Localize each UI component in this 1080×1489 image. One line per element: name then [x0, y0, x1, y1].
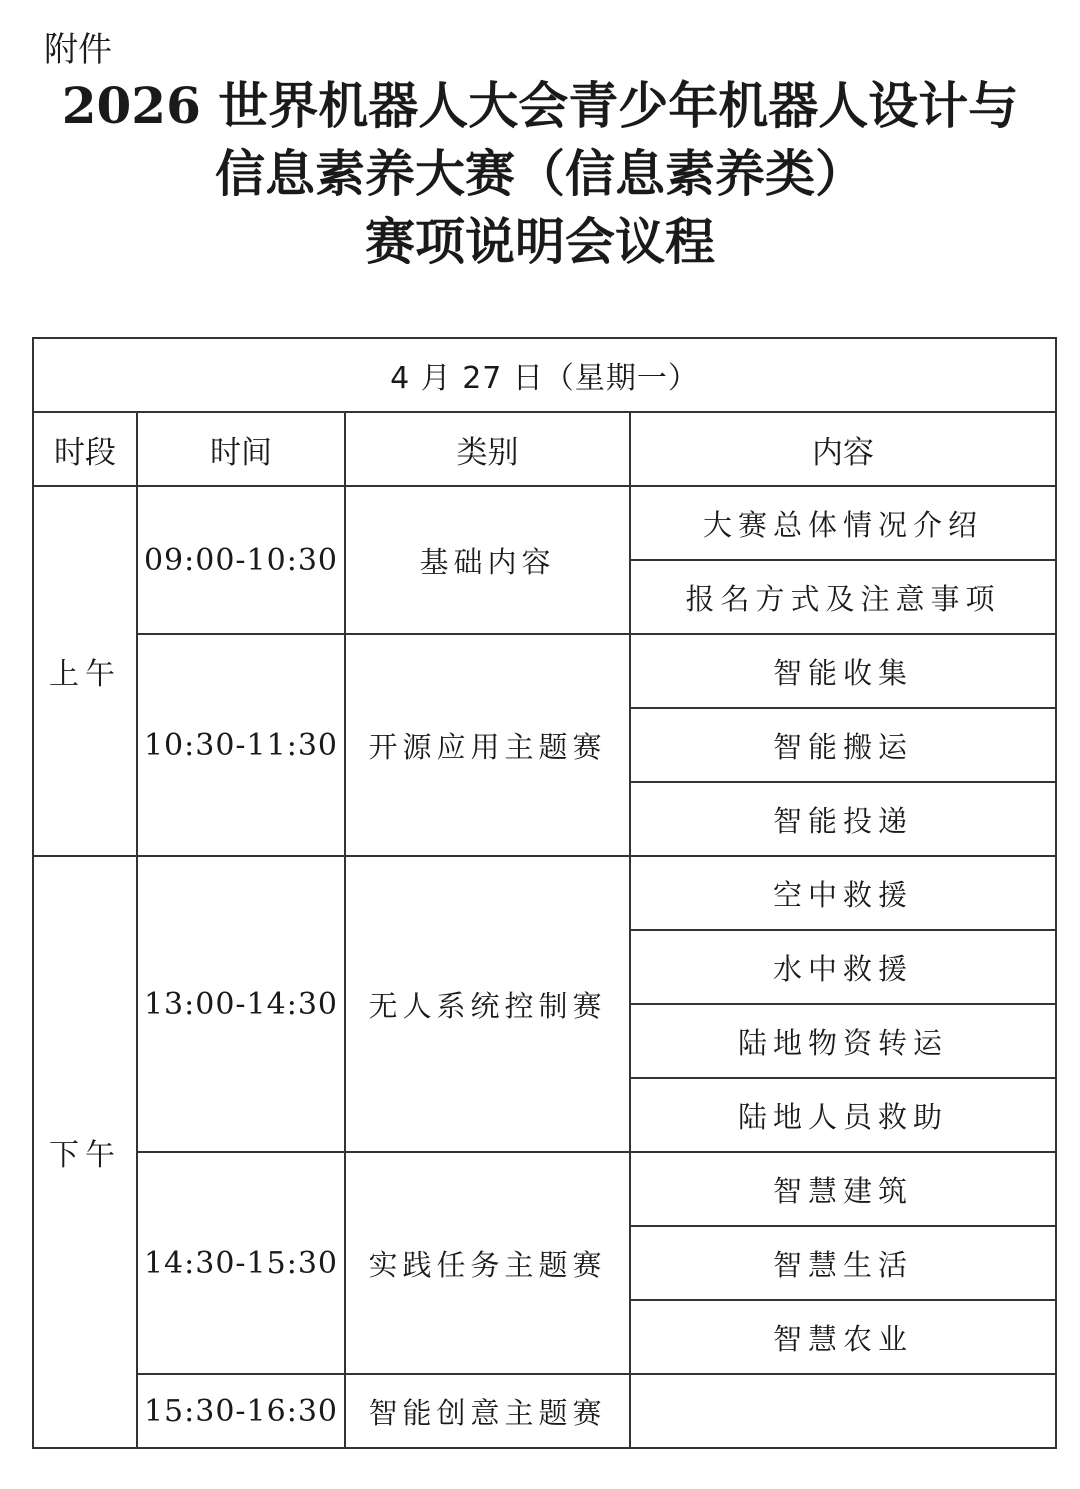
document-title: [0, 72, 1080, 276]
period-morning: 上午: [33, 486, 137, 856]
table-row: [33, 1152, 1056, 1226]
title-line-2: 信息素养大赛（信息素养类）: [215, 144, 865, 203]
content-item: 智慧农业: [630, 1300, 1056, 1374]
header-content: 内容: [630, 412, 1056, 486]
session-time: 13:00-14:30: [137, 856, 345, 1152]
table-row: [33, 1374, 1056, 1448]
content-item: 陆地物资转运: [630, 1004, 1056, 1078]
header-category: 类别: [345, 412, 630, 486]
content-item: 空中救援: [630, 856, 1056, 930]
period-afternoon: 下午: [33, 856, 137, 1448]
session-time: 09:00-10:30: [137, 486, 345, 634]
title-line-1: 2026 世界机器人大会青少年机器人设计与: [61, 76, 1019, 135]
content-item: 陆地人员救助: [630, 1078, 1056, 1152]
session-category: 无人系统控制赛: [345, 856, 630, 1152]
header-time: 时间: [137, 412, 345, 486]
table-row: [33, 486, 1056, 560]
session-category: 智能创意主题赛: [345, 1374, 630, 1448]
session-time: 10:30-11:30: [137, 634, 345, 856]
content-item: 智能收集: [630, 634, 1056, 708]
table-row: [33, 856, 1056, 930]
attachment-label: 附件: [44, 30, 112, 70]
session-category: 基础内容: [345, 486, 630, 634]
title-line-3: 赛项说明会议程: [365, 212, 715, 271]
content-item: 大赛总体情况介绍: [630, 486, 1056, 560]
header-period: 时段: [33, 412, 137, 486]
session-time: 14:30-15:30: [137, 1152, 345, 1374]
content-item: [630, 1374, 1056, 1448]
content-item: 智慧生活: [630, 1226, 1056, 1300]
session-time: 15:30-16:30: [137, 1374, 345, 1448]
content-item: 智能投递: [630, 782, 1056, 856]
table-row: [33, 634, 1056, 708]
session-category: 开源应用主题赛: [345, 634, 630, 856]
content-item: 智能搬运: [630, 708, 1056, 782]
agenda-table: [32, 337, 1057, 1449]
content-item: 水中救援: [630, 930, 1056, 1004]
content-item: 报名方式及注意事项: [630, 560, 1056, 634]
content-item: 智慧建筑: [630, 1152, 1056, 1226]
date-header: 4 月 27 日（星期一）: [33, 338, 1056, 412]
session-category: 实践任务主题赛: [345, 1152, 630, 1374]
